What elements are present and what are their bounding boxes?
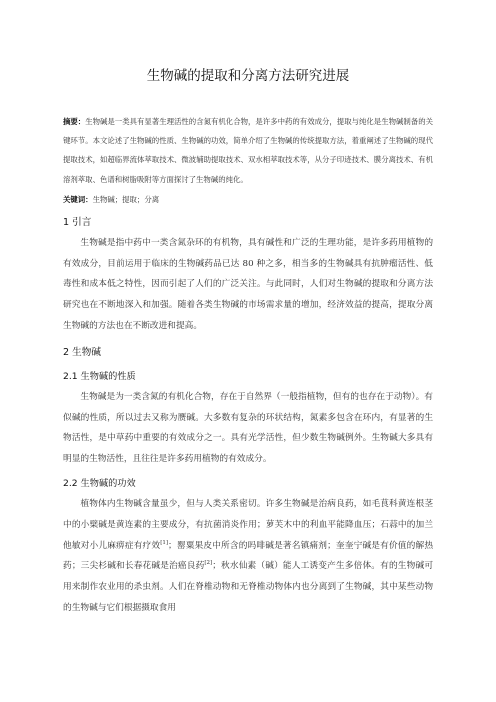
abstract-label: 摘要： — [63, 117, 86, 126]
abstract-text: 生物碱是一类具有显著生理活性的含氮有机化合物，是许多中药的有效成分，提取与纯化是生物碱制备的关键环节。本文论述了生物碱的性质、生物碱的功效，简单介绍了生物碱的传统提取方法，着重阐述了生物碱的现代提取技术，如超临界流体萃取技术、微波辅助提取技术、双水相萃取技术等，从分子印迹技术、膜分离技术、有机溶剂萃取、色谱和树脂吸附等方面探讨了生物碱的纯化。 — [63, 117, 433, 184]
effects-text-part2: ；罂粟果皮中所含的吗啡碱是著名镇痛剂；奎奎宁碱是有价值的解热药；三尖杉碱和长春花碱是治癌良药 — [63, 540, 434, 572]
properties-paragraph: 生物碱是为一类含氮的有机化合物，存在于自然界（一般指植物，但有的也存在于动物）。有似碱的性质，所以过去又称为赝碱。大多数有复杂的环状结构，氮素多包含在环内，有显著的生物活性，是中草药中重要的有效成分之一。具有光学活性，但少数生物碱例外。生物碱大多具有明显的生物活性，且往往是许多药用植物的有效成分。 — [63, 391, 433, 465]
effects-paragraph — [63, 494, 433, 619]
citation-1: [1] — [160, 539, 169, 546]
subsection-heading-properties: 2.1 生物碱的性质 — [63, 370, 136, 382]
abstract — [63, 112, 433, 189]
introduction-paragraph: 生物碱是指中药中一类含氮杂环的有机物，具有碱性和广泛的生理功能，是许多药用植物的有效成分，目前运用于临床的生物碱药品已达 80 种之多，相当多的生物碱具有抗肿瘤活性、低毒性和成本低之特性，因而引起了人们的广泛关注。与此同时，人们对生物碱的提取和分离方法研究也在不断地深入和加强。随着各类生物碱的市场需求量的增加，经济效益的提高，提取分离生物碱的方法也在不断改进和提高。 — [63, 237, 433, 331]
section-heading-introduction: 1 引言 — [63, 216, 92, 228]
effects-text-part1: 植物体内生物碱含量虽少，但与人类关系密切。许多生物碱是治病良药，如毛茛科黄连根茎中的小檗碱是黄连素的主要成分，有抗菌消炎作用；萝芙木中的利血平能降血压；石蒜中的加兰他敏对小儿麻痹症有疗效 — [63, 498, 433, 551]
document-title: 生物碱的提取和分离方法研究进展 — [146, 68, 350, 84]
citation-2: [2] — [204, 560, 213, 567]
section-heading-alkaloids: 2 生物碱 — [63, 346, 101, 358]
keywords — [63, 193, 433, 207]
keywords-text: 生物碱；提取；分离 — [92, 194, 160, 204]
subsection-heading-effects: 2.2 生物碱的功效 — [63, 477, 136, 489]
effects-text-part3: ；秋水仙素（碱）能人工诱变产生多倍体。有的生物碱可用来制作农业用的杀虫剂。人们在脊椎动物和无脊椎动物体内也分离到了生物碱，其中某些动物的生物碱与它们根据摄取食用 — [63, 561, 433, 613]
keywords-label: 关键词： — [63, 194, 93, 204]
